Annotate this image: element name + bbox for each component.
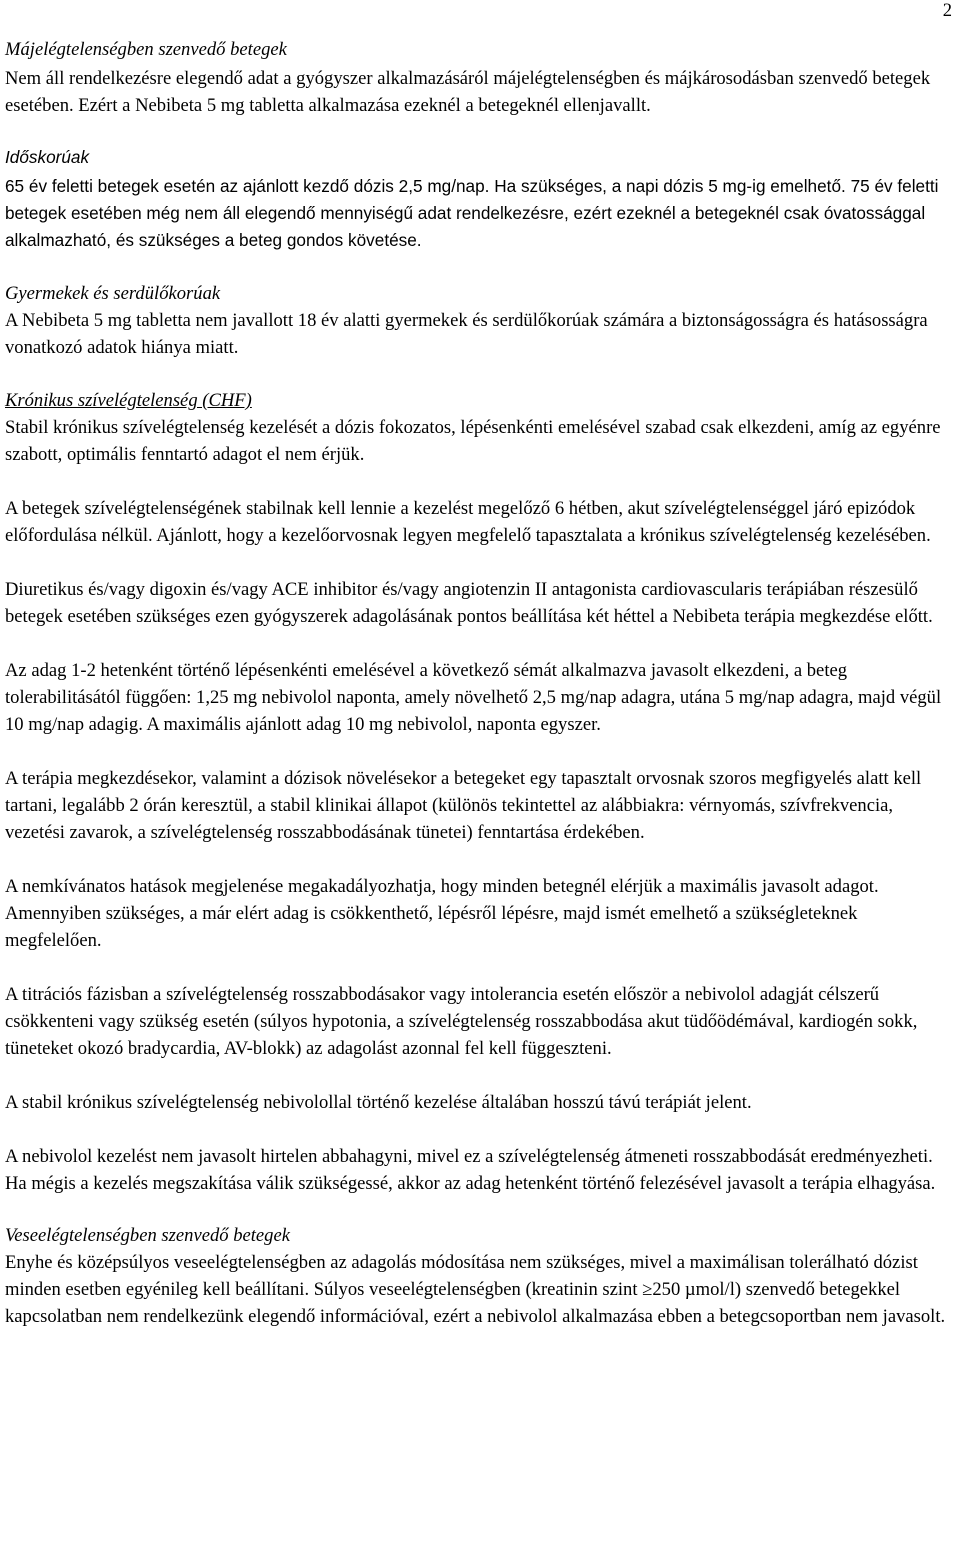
- paragraph-elderly: [5, 173, 953, 254]
- section-heading-chf: Krónikus szívelégtelenség (CHF): [5, 390, 252, 411]
- section-elderly: [5, 144, 953, 254]
- section-heading-liver: Májelégtelenségben szenvedő betegek: [5, 39, 287, 60]
- section-liver: [5, 36, 953, 119]
- paragraph-liver: Nem áll rendelkezésre elegendő adat a gyógyszer alkalmazásáról májelégtelenségben és májkárosodásban szenvedő betegek esetében. Ezért a Nebibeta 5 mg tabletta alkalmazása ezeknél a betegeknél ellenjavallt.: [5, 68, 931, 116]
- paragraph-chf-9: A nebivolol kezelést nem javasolt hirtelen abbahagyni, mivel ez a szívelégtelenség átmeneti rosszabbodását eredményezheti. Ha mégis a kezelés megszakítása válik szükségessé, akkor az adag hetenként történő felezésével javasolt a terápia elhagyása.: [5, 1146, 936, 1194]
- section-heading-elderly: Időskorúak: [5, 147, 90, 167]
- section-children: [5, 280, 953, 361]
- section-renal: [5, 1222, 953, 1330]
- paragraph-chf-3: Diuretikus és/vagy digoxin és/vagy ACE inhibitor és/vagy angiotenzin II antagonista cardiovascularis terápiában részesülő betegek esetében szükséges ezen gyógyszerek adagolásának pontos beállítása két héttel a Nebibeta terápia megkezdése előtt.: [5, 579, 933, 627]
- section-heading-children: Gyermekek és serdülőkorúak: [5, 283, 221, 304]
- paragraph-chf-1: Stabil krónikus szívelégtelenség kezelését a dózis fokozatos, lépésenkénti emelésével szabad csak elkezdeni, amíg az egyénre szabott, optimális fenntartó adagot el nem érjük.: [5, 417, 941, 465]
- section-chf: [5, 387, 953, 1197]
- paragraph-chf-2: A betegek szívelégtelenségének stabilnak kell lennie a kezelést megelőző 6 hétben, akut szívelégtelenséggel járó epizódok előfordulása nélkül. Ajánlott, hogy a kezelőorvosnak legyen megfelelő tapasztalata a krónikus szívelégtelenség kezelésében.: [5, 498, 931, 546]
- section-heading-renal: Veseelégtelenségben szenvedő betegek: [5, 1225, 290, 1246]
- paragraph-chf-6: A nemkívánatos hatások megjelenése megakadályozhatja, hogy minden betegnél elérjük a maximális javasolt adagot. Amennyiben szükséges, a már elért adag is csökkenthető, lépésről lépésre, majd ismét emelhető a szükségleteknek megfelelően.: [5, 876, 879, 951]
- paragraph-chf-7: A titrációs fázisban a szívelégtelenség rosszabbodásakor vagy intolerancia esetén először a nebivolol adagját célszerű csökkenteni vagy szükség esetén (súlyos hypotonia, a szívelégtelenség rosszabbodása akut tüdőödémával, kardiogén sokk, tüneteket okozó bradycardia, AV-blokk) az adagolást azonnal fel kell függeszteni.: [5, 984, 918, 1059]
- document-page: [5, 36, 953, 1330]
- paragraph-children: A Nebibeta 5 mg tabletta nem javallott 18 év alatti gyermekek és serdülőkorúak számára a biztonságosságra és hatásosságra vonatkozó adatok hiánya miatt.: [5, 310, 928, 358]
- paragraph-elderly-part-b: 75 év feletti betegek esetében még nem áll elegendő mennyiségű adat rendelkezésre, ezért ezeknél a betegeknél csak óvatossággal alkalmazható, és szükséges a beteg gondos követése.: [5, 176, 939, 250]
- page-number: 2: [942, 0, 952, 21]
- paragraph-renal: Enyhe és középsúlyos veseelégtelenségben az adagolás módosítása nem szükséges, mivel a maximálisan tolerálható dózist minden esetben egyénileg kell beállítani. Súlyos veseelégtelenségben (kreatinin szint ≥250 µmol/l) szenvedő betegekkel kapcsolatban nem rendelkezünk elegendő információval, ezért a nebivolol alkalmazása ebben a betegcsoportban nem javasolt.: [5, 1252, 946, 1327]
- paragraph-chf-5: A terápia megkezdésekor, valamint a dózisok növelésekor a betegeket egy tapasztalt orvosnak szoros megfigyelés alatt kell tartani, legalább 2 órán keresztül, a stabil klinikai állapot (különös tekintettel az alábbiakra: vérnyomás, szívfrekvencia, vezetési zavarok, a szívelégtelenség rosszabbodásának tünetei) fenntartása érdekében.: [5, 768, 922, 843]
- paragraph-chf-8: A stabil krónikus szívelégtelenség nebivolollal történő kezelése általában hosszú távú terápiát jelent.: [5, 1092, 752, 1113]
- paragraph-elderly-part-a: 65 év feletti betegek esetén az ajánlott kezdő dózis 2,5 mg/nap. Ha szükséges, a napi dózis 5 mg-ig emelhető.: [5, 176, 846, 196]
- paragraph-chf-4: Az adag 1-2 hetenként történő lépésenkénti emelésével a következő sémát alkalmazva javasolt elkezdeni, a beteg tolerabilitásától függően: 1,25 mg nebivolol naponta, amely növelhető 2,5 mg/nap adagra, utána 5 mg/nap adagra, majd végül 10 mg/nap adagig. A maximális ajánlott adag 10 mg nebivolol, naponta egyszer.: [5, 660, 942, 735]
